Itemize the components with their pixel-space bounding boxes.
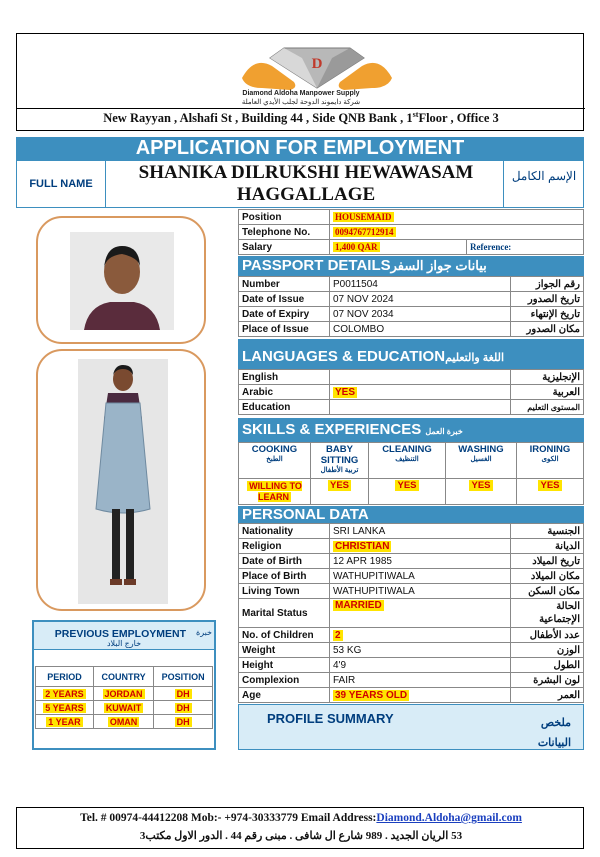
- pe-country: OMAN: [109, 716, 138, 727]
- previous-employment-title-ar1: خبرة: [196, 628, 212, 637]
- personal-label-ar: الديانة: [511, 539, 584, 554]
- pe-country: KUWAIT: [105, 702, 142, 713]
- company-address: New Rayyan , Alshafi St , Building 44 , Side QNB Bank , 1stFloor , Office 3: [103, 110, 499, 126]
- passport-table: [238, 276, 584, 337]
- form-title: APPLICATION FOR EMPLOYMENT: [16, 137, 584, 160]
- personal-row: [239, 554, 584, 569]
- profile-summary-title: PROFILE SUMMARY: [267, 711, 394, 726]
- personal-label-ar: مكان السكن: [511, 584, 584, 599]
- details-column: [238, 209, 584, 750]
- passport-title: PASSPORT DETAILS: [242, 257, 391, 274]
- pe-country: JORDAN: [104, 688, 143, 699]
- pe-header-country: COUNTRY: [93, 667, 153, 687]
- passport-label: Date of Issue: [239, 292, 330, 307]
- telephone-label: Telephone No.: [239, 225, 330, 240]
- pe-position: DH: [176, 688, 190, 699]
- previous-employment-table: [35, 666, 213, 729]
- personal-label-ar: العمر: [511, 688, 584, 703]
- passport-header: [238, 256, 584, 276]
- personal-label-ar: لون البشرة: [511, 673, 584, 688]
- passport-label-ar: مكان الصدور: [511, 322, 584, 337]
- portrait-photo: [70, 232, 174, 330]
- personal-row: [239, 628, 584, 643]
- personal-value: 53 KG: [330, 643, 511, 658]
- skill-label: BABY SITTING: [320, 444, 359, 466]
- skill-label-ar: الكوى: [541, 456, 559, 463]
- personal-label: Marital Status: [239, 599, 330, 628]
- full-body-photo: [78, 359, 168, 604]
- telephone-value: 0094767712914: [335, 226, 394, 237]
- personal-label-ar: الجنسية: [511, 524, 584, 539]
- footer-address-ar: 53 الريان الجديد . 989 شارع ال شافى . مبنى رقم 44 . الدور الاول مكتب3: [139, 830, 463, 842]
- full-name-label-ar: الإسم الكامل: [511, 169, 577, 183]
- position-value: HOUSEMAID: [335, 211, 392, 222]
- personal-row: [239, 524, 584, 539]
- language-label: English: [239, 370, 330, 385]
- skill-label: IRONING: [529, 444, 571, 455]
- languages-table: [238, 369, 584, 415]
- skill-label-ar: الطبخ: [266, 456, 283, 463]
- personal-value: 2: [335, 629, 341, 641]
- full-body-photo-frame: [36, 349, 206, 611]
- personal-row: [239, 539, 584, 554]
- reference-label: Reference:: [467, 240, 584, 255]
- passport-label-ar: رقم الجواز: [511, 277, 584, 292]
- languages-title: LANGUAGES & EDUCATION: [242, 348, 446, 365]
- language-label: Education: [239, 400, 330, 415]
- personal-row: [239, 688, 584, 703]
- personal-label: Weight: [239, 643, 330, 658]
- passport-label: Number: [239, 277, 330, 292]
- full-name-value: SHANIKA DILRUKSHI HEWAWASAM HAGGALLAGE: [138, 162, 474, 205]
- pe-position: DH: [176, 716, 190, 727]
- portrait-photo-frame: [36, 216, 206, 344]
- languages-header: [238, 339, 584, 369]
- pe-row: [36, 687, 213, 701]
- language-row: [239, 400, 584, 415]
- passport-row: [239, 322, 584, 337]
- skill-label: WASHING: [458, 444, 504, 455]
- personal-value: WATHUPITIWALA: [330, 584, 511, 599]
- company-name-en: Diamond Aldoha Manpower Supply: [242, 90, 360, 97]
- salary-label: Salary: [239, 240, 330, 255]
- footer-box: [16, 807, 584, 849]
- passport-value: 07 NOV 2024: [330, 292, 511, 307]
- skill-value: YES: [397, 480, 417, 491]
- personal-value: WATHUPITIWALA: [330, 569, 511, 584]
- skill-value: YES: [540, 480, 560, 491]
- passport-value: P0011504: [330, 277, 511, 292]
- languages-title-ar: اللغة والتعليم: [445, 352, 504, 364]
- language-value: [330, 370, 511, 385]
- personal-table: [238, 523, 584, 703]
- language-label-ar: الإنجليزية: [511, 370, 584, 385]
- full-name-row: [16, 160, 584, 208]
- personal-value: MARRIED: [335, 600, 382, 611]
- personal-row: [239, 599, 584, 628]
- skill-cleaning: [369, 443, 446, 479]
- skill-label: CLEANING: [382, 444, 432, 455]
- previous-employment-box: [32, 620, 216, 750]
- passport-label: Date of Expiry: [239, 307, 330, 322]
- top-info-table: [238, 209, 584, 255]
- skill-baby-sitting: [311, 443, 369, 479]
- pe-header-period: PERIOD: [36, 667, 94, 687]
- personal-label: Height: [239, 658, 330, 673]
- footer-contact: [17, 812, 585, 824]
- personal-row: [239, 584, 584, 599]
- passport-label-ar: تاريخ الصدور: [511, 292, 584, 307]
- personal-label: Religion: [239, 539, 330, 554]
- skills-table: [238, 442, 584, 505]
- personal-label-ar: الطول: [511, 658, 584, 673]
- personal-value: 4'9: [330, 658, 511, 673]
- skill-value: YES: [329, 480, 349, 491]
- personal-row: [239, 658, 584, 673]
- personal-label: Date of Birth: [239, 554, 330, 569]
- personal-row: [239, 643, 584, 658]
- language-row: [239, 385, 584, 400]
- skill-label-ar: تربية الأطفال: [320, 467, 359, 474]
- passport-row: [239, 292, 584, 307]
- personal-label: No. of Children: [239, 628, 330, 643]
- passport-title-ar: بيانات جواز السفر: [390, 258, 487, 273]
- personal-value: SRI LANKA: [330, 524, 511, 539]
- skill-label-ar: الغسيل: [470, 456, 492, 463]
- company-name-ar: شركة دايموند الدوحة لجلب الأيدي العاملة: [241, 99, 361, 106]
- language-label: Arabic: [239, 385, 330, 400]
- language-label-ar: المستوى التعليم: [511, 400, 584, 415]
- personal-row: [239, 673, 584, 688]
- full-name-label: FULL NAME: [29, 178, 93, 190]
- pe-period: 2 YEARS: [45, 688, 84, 699]
- personal-label-ar: الحالة الإجتماعية: [511, 599, 584, 628]
- previous-employment-header: [34, 622, 214, 650]
- pe-period: 1 YEAR: [48, 716, 81, 727]
- pe-position: DH: [176, 702, 190, 713]
- personal-header: PERSONAL DATA: [238, 506, 584, 523]
- pe-header-position: POSITION: [154, 667, 213, 687]
- skill-value: YES: [471, 480, 491, 491]
- pe-row: [36, 701, 213, 715]
- previous-employment-title: PREVIOUS EMPLOYMENT: [54, 628, 186, 640]
- personal-value: 12 APR 1985: [330, 554, 511, 569]
- personal-label: Complexion: [239, 673, 330, 688]
- language-value: [330, 400, 511, 415]
- header-box: [16, 33, 584, 131]
- skills-title-ar: خبرة العمل: [425, 427, 463, 436]
- profile-summary-box: [238, 704, 584, 750]
- skill-label: COOKING: [251, 444, 298, 455]
- personal-row: [239, 569, 584, 584]
- skills-title: SKILLS & EXPERIENCES: [242, 421, 422, 438]
- passport-row: [239, 307, 584, 322]
- footer-email-link[interactable]: Diamond.Aldoha@gmail.com: [376, 812, 522, 824]
- language-label-ar: العربية: [511, 385, 584, 400]
- pe-period: 5 YEARS: [45, 702, 84, 713]
- language-value: YES: [335, 386, 356, 398]
- skill-cooking: [239, 443, 311, 479]
- skill-value: WILLING TO LEARN: [249, 480, 302, 502]
- language-row: [239, 370, 584, 385]
- passport-row: [239, 277, 584, 292]
- personal-label: Age: [239, 688, 330, 703]
- svg-text:D: D: [311, 56, 323, 72]
- personal-value: CHRISTIAN: [335, 540, 390, 552]
- skills-header: [238, 418, 584, 442]
- position-label: Position: [239, 210, 330, 225]
- salary-value: 1,400 QAR: [335, 241, 378, 252]
- passport-label-ar: تاريخ الإنتهاء: [511, 307, 584, 322]
- passport-value: COLOMBO: [330, 322, 511, 337]
- personal-label: Living Town: [239, 584, 330, 599]
- profile-summary-title-ar: ملخص البيانات: [537, 717, 571, 749]
- passport-label: Place of Issue: [239, 322, 330, 337]
- footer-contact-text: Tel. # 00974-44412208 Mob:- +974-30333779 Email Address:: [80, 812, 377, 824]
- skill-ironing: [517, 443, 584, 479]
- personal-label: Place of Birth: [239, 569, 330, 584]
- personal-label-ar: عدد الأطفال: [511, 628, 584, 643]
- passport-value: 07 NOV 2034: [330, 307, 511, 322]
- personal-value: FAIR: [330, 673, 511, 688]
- skill-label-ar: التنظيف: [395, 456, 419, 463]
- previous-employment-title-ar2: خارج البلاد: [106, 639, 142, 648]
- personal-label-ar: الوزن: [511, 643, 584, 658]
- personal-label-ar: مكان الميلاد: [511, 569, 584, 584]
- skill-washing: [446, 443, 517, 479]
- pe-row: [36, 715, 213, 729]
- personal-value: 39 YEARS OLD: [335, 689, 408, 701]
- personal-label: Nationality: [239, 524, 330, 539]
- personal-label-ar: تاريخ الميلاد: [511, 554, 584, 569]
